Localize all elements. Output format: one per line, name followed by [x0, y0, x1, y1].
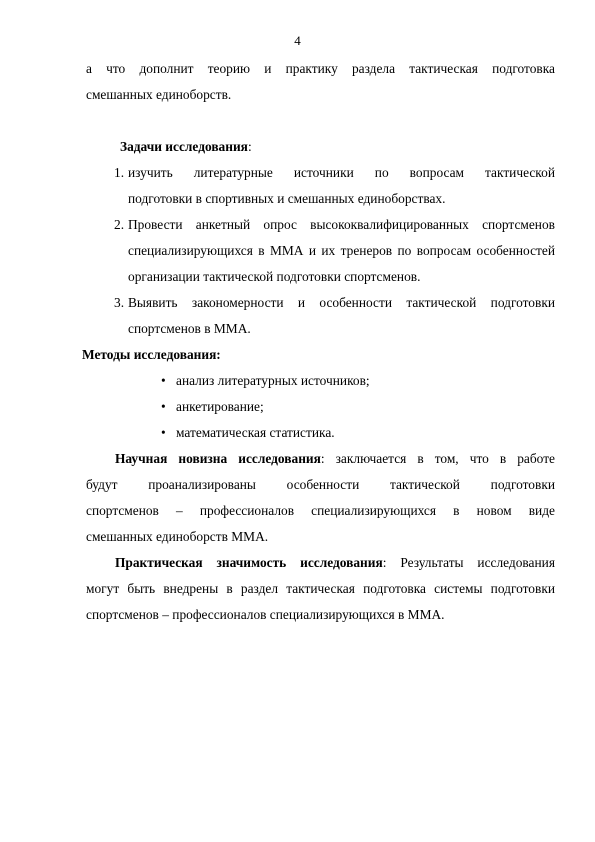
- task-number: 2.: [114, 217, 125, 232]
- novelty-text: : заключается в том, что в работе: [320, 451, 555, 466]
- task-line: Выявить закономерности и особенности тактической подготовки: [128, 295, 555, 310]
- tasks-heading-label: Задачи исследования: [120, 139, 248, 154]
- tasks-list: [86, 160, 555, 342]
- method-text: анализ литературных источников;: [176, 373, 370, 388]
- significance-line-2: могут быть внедрены в раздел тактическая подготовка системы подготовки: [86, 581, 555, 596]
- novelty-line-4: смешанных единоборств ММА.: [86, 529, 269, 544]
- significance-label: Практическая значимость исследования: [115, 555, 383, 570]
- task-number: 3.: [114, 295, 125, 310]
- task-line: спортсменов в ММА.: [128, 321, 251, 336]
- page-number: 4: [294, 33, 301, 48]
- intro-paragraph: [86, 56, 555, 108]
- tasks-heading-colon: :: [247, 139, 252, 154]
- bullet-icon: •: [161, 373, 166, 388]
- intro-line-2: смешанных единоборств.: [86, 87, 232, 102]
- bullet-icon: •: [161, 425, 166, 440]
- task-line: организации тактической подготовки спортсменов.: [128, 269, 421, 284]
- method-item: [86, 368, 555, 394]
- task-item: [86, 160, 555, 212]
- tasks-heading: [86, 134, 555, 160]
- method-text: математическая статистика.: [176, 425, 335, 440]
- page-content: [82, 56, 555, 628]
- significance-line-3: спортсменов – профессионалов специализирующихся в ММА.: [86, 607, 445, 622]
- task-line: изучить литературные источники по вопросам тактической: [128, 165, 555, 180]
- task-line: подготовки в спортивных и смешанных единоборствах.: [128, 191, 446, 206]
- novelty-line-3: спортсменов – профессионалов специализирующихся в новом виде: [86, 503, 555, 518]
- method-item: [86, 394, 555, 420]
- method-item: [86, 420, 555, 446]
- methods-heading: Методы исследования:: [82, 347, 221, 362]
- significance-paragraph: [86, 550, 555, 628]
- task-line: Провести анкетный опрос высококвалифицированных спортсменов: [128, 217, 555, 232]
- novelty-label: Научная новизна исследования: [115, 451, 321, 466]
- blank-line: [86, 108, 555, 134]
- novelty-line-2: будут проанализированы особенности тактической подготовки: [86, 477, 555, 492]
- task-line: специализирующихся в ММА и их тренеров по вопросам особенностей: [128, 243, 555, 258]
- task-item: [86, 212, 555, 290]
- task-number: 1.: [114, 165, 125, 180]
- bullet-icon: •: [161, 399, 166, 414]
- method-text: анкетирование;: [176, 399, 264, 414]
- methods-list: [86, 368, 555, 446]
- task-item: [86, 290, 555, 342]
- novelty-line-1: [86, 446, 555, 472]
- significance-line-1: [86, 550, 555, 576]
- novelty-paragraph: [86, 446, 555, 550]
- intro-line-1: а что дополнит теорию и практику раздела тактическая подготовка: [86, 61, 555, 76]
- significance-text: : Результаты исследования: [382, 555, 555, 570]
